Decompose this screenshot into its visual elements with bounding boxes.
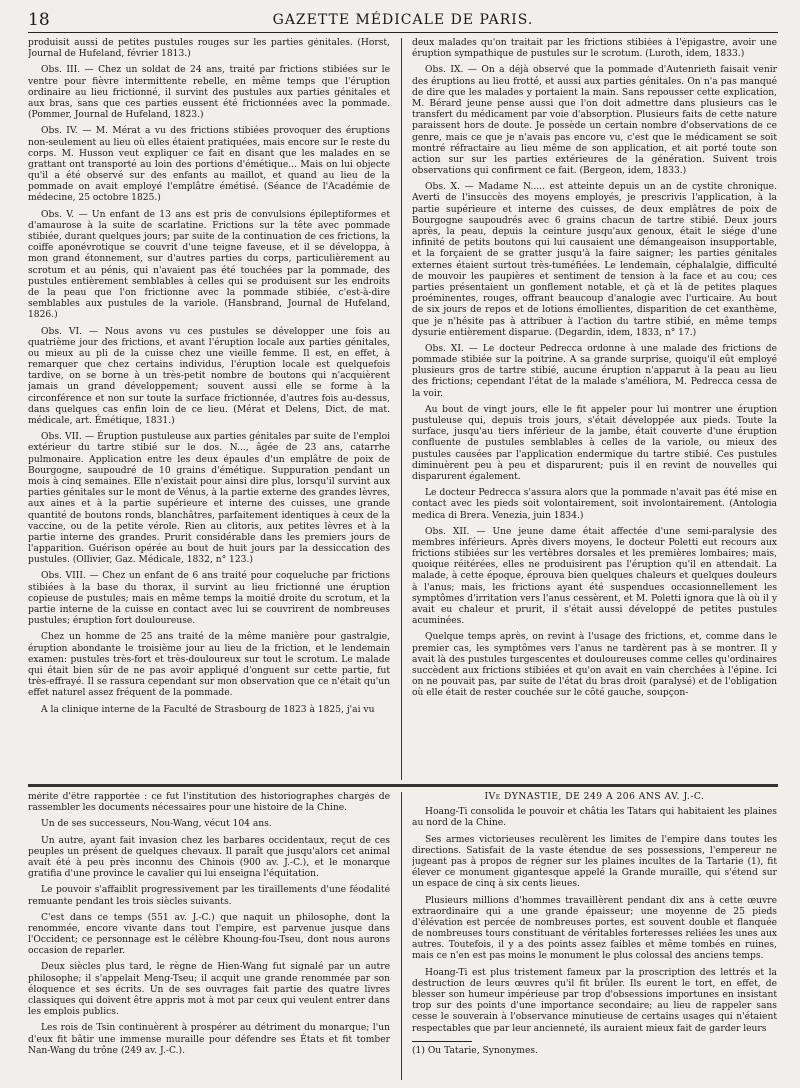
paragraph: mérite d'être rapportée : ce fut l'institution des historiographes chargés de rassembler les documents nécessaires pour une histoire de la Chine.: [28, 792, 390, 814]
feuilleton-right-column: [412, 792, 777, 1080]
paragraph: Obs. IV. — M. Mérat a vu des frictions stibiées provoquer des éruptions non-seulement au lieu où elles étaient pratiquées, mais encore sur le reste du corps. M. Husson veut expliquer ce fait en disant que les malades en se grattant ont transporté au loin des portions d'émétique... Mais on lui objecte qu'il a été observé sur des enfants au maillot, et quand au lieu de la pommade on avait employé l'emplâtre émétisé. (Séance de l'Académie de médecine, 25 octobre 1825.): [28, 126, 390, 204]
paragraph: Quelque temps après, on revint à l'usage des frictions, et, comme dans le premier cas, les symptômes vers l'anus ne tardèrent pas à se montrer. Il y avait là des pustules turgescentes et douloureuses comme celles qu'ordinaires succèdent aux frictions stibiées et qu'on avait en vain cherchées à l'épine. Ici on ne pouvait pas, par suite de l'état du bras droit (paralysé) et de l'obligation où elle était de rester couchée sur le côté gauche, soupçon-: [412, 632, 777, 699]
paragraph: Le docteur Pedrecca s'assura alors que la pommade n'avait pas été mise en contact avec les pieds soit volontairement, soit involontairement. (Antologia medica di Brera. Venezia, juin 1834.): [412, 488, 777, 521]
column-divider: [401, 38, 402, 780]
paragraph: Ses armes victorieuses reculèrent les limites de l'empire dans toutes les directions. Satisfait de la vaste étendue de ses possessions, l'empereur ne jugeant pas à propos de régner sur les plaines incultes de la Tartarie (1), fit élever ce monument gigantesque appelé la Grande muraille, qui s'étend sur un espace de cinq à six cents lieues.: [412, 834, 777, 890]
paragraph: C'est dans ce temps (551 av. J.-C.) que naquit un philosophe, dont la renommée, encore vivante dans tout l'empire, est parvenue jusque dans l'Occident; ce personnage est le célèbre Khoung-fou-Tseu, dont nous aurons occasion de reparler.: [28, 912, 390, 957]
paragraph: Un autre, ayant fait invasion chez les barbares occidentaux, reçut de ces peuples un présent de quelques chevaux. Il paraît que jusqu'alors cet animal avait été à peu près inconnu des Chinois (900 av. J.-C.), et le monarque gratifia d'une province le cavalier qui lui enseigna l'équitation.: [28, 835, 390, 880]
paragraph: produisit aussi de petites pustules rouges sur les parties génitales. (Horst, Journal de Hufeland, février 1813.): [28, 38, 390, 60]
paragraph: Obs. VI. — Nous avons vu ces pustules se développer une fois au quatrième jour des frictions, et avant l'éruption locale aux parties génitales, ou mieux au pli de la cuisse chez une vieille femme. Il est, en effet, à remarquer que chez certains individus, l'éruption locale est quelquefois tardive, on se borne à un très-petit nombre de boutons qui n'acquièrent jamais un grand développement; souvent aussi elle se forme à la circonférence et non sur toute la surface frictionnée, d'autres fois au-dessus, dans quelques cas enfin loin de ce lieu. (Mérat et Delens, Dict. de mat. médicale, art. Émétique, 1831.): [28, 326, 390, 426]
page-number: 18: [28, 10, 50, 30]
paragraph: Hoang-Ti consolida le pouvoir et châtia les Tatars qui habitaient les plaines au nord de la Chine.: [412, 807, 777, 829]
running-title: GAZETTE MÉDICALE DE PARIS.: [272, 12, 534, 28]
paragraph: Obs. X. — Madame N..... est atteinte depuis un an de cystite chronique. Averti de l'insuccès des moyens employés, je prescrivis l'application, à la partie supérieure et interne des cuisses, de deux emplâtres de poix de Bourgogne saupoudrés avec 6 grains chacun de tartre stibié. Deux jours après, la peau, depuis la ceinture jusqu'aux genoux, était le siége d'une infinité de petits boutons qui lui causaient une démangeaison insupportable, et la forçaient de se gratter jusqu'à la faire saigner; les parties génitales externes étaient surtout très-tuméfiées. Le lendemain, céphalalgie, difficulté de mouvoir les paupières et sentiment de tension à la face et au cou; ces parties présentaient un gonflement notable, et çà et là de petites plaques proéminentes, rouges, offrant beaucoup d'analogie avec l'urticaire. Au bout de six jours de repos et de lotions émollientes, disparition de cet exanthème, que je n'hésite pas à attribuer à l'action du tartre stibié, en même temps dysurie entièrement disparue. (Degardin, idem, 1833, n° 17.): [412, 182, 777, 338]
feuilleton-left-column: [28, 792, 390, 1080]
paragraph: Obs. IX. — On a déjà observé que la pommade d'Autenrieth faisait venir des éruptions au lieu frotté, et aussi aux parties génitales. On n'a pas manqué de dire que les malades y portaient la main. Sans repousser cette explication, M. Bérard jeune pense aussi que l'on doit admettre dans plusieurs cas le transfert du médicament par voie d'absorption. Plusieurs faits de cette nature paraissent hors de doute. Je possède un certain nombre d'observations de ce genre, mais ce que je n'avais pas encore vu, c'est que le médicament se soit montré réfractaire au lieu même de son application, et ait porté toute son action sur sur les parties extérieures de la génération. Suivent trois observations qui confirment ce fait. (Bergeon, idem, 1833.): [412, 65, 777, 177]
paragraph: Au bout de vingt jours, elle le fit appeler pour lui montrer une éruption pustuleuse qui, depuis trois jours, s'était développée aux pieds. Toute la surface, jusqu'au tiers inférieur de la jambe, était couverte d'une éruption confluente de pustules semblables à celles de la variole, ou mieux des pustules causées par l'application endermique du tartre stibié. Ces pustules diminuèrent peu à peu et disparurent; puis il en revint de nouvelles qui disparurent également.: [412, 404, 777, 482]
paragraph: Obs. VII. — Éruption pustuleuse aux parties génitales par suite de l'emploi extérieur du tartre stibié sur le dos. N..., âgée de 23 ans, catarrhe pulmonaire. Application entre les deux épaules d'un emplâtre de poix de Bourgogne, saupoudré de 10 grains d'émétique. Suppuration pendant un mois à cinq semaines. Elle n'existait pour ainsi dire plus, lorsqu'il survint aux parties génitales sur le mont de Vénus, à la partie externe des grandes lèvres, aux aines et à la partie supérieure et interne des cuisses, une grande quantité de boutons ronds, blanchâtres, parfaitement identiques à ceux de la vaccine, ou de la petite vérole. Rien au clitoris, aux petites lèvres et à la partie interne des grandes. Prurit considérable dans les premiers jours de l'apparition. Guérison opérée au bout de huit jours par la dessiccation des pustules. (Ollivier, Gaz. Médicale, 1832, n° 123.): [28, 432, 390, 566]
dynasty-title: IVe DYNASTIE, DE 249 À 206 ANS AV. J.-C.: [484, 792, 705, 802]
paragraph: Chez un homme de 25 ans traité de la même manière pour gastralgie, éruption abondante le troisième jour au lieu de la friction, et le lendemain examen: pustules très-fort et très-douloureux sur tout le scrotum. Le malade qui était bien sûr de ne pas avoir appliqué d'onguent sur cette partie, fut très-effrayé. Il se rassura cependant sur mon observation que ce n'était qu'un effet naturel assez fréquent de la pommade.: [28, 632, 390, 699]
paragraph: Deux siècles plus tard, le règne de Hien-Wang fut signalé par un autre philosophe; il s'appelait Meng-Tseu; il acquit une grande renommée par son éloquence et ses écrits. Un de ses ouvrages fait partie des quatre livres classiques qui doivent être appris mot à mot par ceux qui veulent entrer dans les emplois publics.: [28, 962, 390, 1018]
paragraph: A la clinique interne de la Faculté de Strasbourg de 1823 à 1825, j'ai vu: [41, 704, 375, 715]
footnote-rule: [412, 1041, 472, 1042]
feuilleton-rule: [28, 784, 778, 787]
paragraph: Obs. V. — Un enfant de 13 ans est pris de convulsions épileptiformes et d'amaurose à la suite de scarlatine. Frictions sur la tête avec pommade stibiée, durant quelques jours; par suite de la continuation de ces frictions, la coiffe aponévrotique se couvrit d'une teigne faveuse, et il se développa, à mon grand étonnement, sur d'autres parties du corps, particulièrement au scrotum et au pénis, qui n'avaient pas été touchées par la pommade, des pustules entièrement semblables à celles qui se produisent sur les endroits de la peau que l'on frictionne avec la pommade stibiée, c'est-à-dire semblables aux pustules de la variole. (Hansbrand, Journal de Hufeland, 1826.): [28, 209, 390, 321]
paragraph: Obs. XI. — Le docteur Pedrecca ordonne à une malade des frictions de pommade stibiée sur la poitrine. A sa grande surprise, quoiqu'il eût employé plusieurs gros de tartre stibié, aucune éruption n'apparut à la peau au lieu des frictions; cependant l'état de la malade s'améliora, M. Pedrecca cessa de la voir.: [412, 343, 777, 399]
paragraph: Obs. XII. — Une jeune dame était affectée d'une semi-paralysie des membres inférieurs. Après divers moyens, le docteur Poletti eut recours aux frictions stibiées sur les vertèbres dorsales et les premières lombaires; mais, quoique réitérées, elles ne produisirent pas l'éruption qu'il en attendait. La malade, à cette époque, éprouva bien quelques chaleurs et quelques douleurs à l'anus; mais, les frictions ayant été suspendues occasionnellement les symptômes d'irritation vers l'anus cessèrent, et M. Poletti ignora que là où il y avait eu chaleur et prurit, il s'était aussi développé de petites pustules acuminées.: [412, 526, 777, 627]
paragraph: Obs. VIII. — Chez un enfant de 6 ans traité pour coqueluche par frictions stibiées à la base du thorax, il survint au lieu frictionné une éruption copieuse de pustules; mais en même temps la moitié droite du scrotum, et la partie interne de la cuisse en contact avec lui se couvrirent de nombreuses pustules; éruption fort douloureuse.: [28, 571, 390, 627]
paragraph: Un de ses successeurs, Nou-Wang, vécut 104 ans.: [41, 819, 272, 830]
feuilleton-divider: [401, 792, 402, 1080]
footnote: (1) Ou Tatarie, Synonymes.: [412, 1045, 538, 1056]
paragraph: Hoang-Ti est plus tristement fameux par la proscription des lettrés et la destruction de leurs œuvres qu'il fit brûler. Ils eurent le tort, en effet, de blesser son humeur impérieuse par trop d'obsessions importunes en insistant trop sur des points d'une importance secondaire; au lieu de rappeler sans cesse le souverain à l'observance minutieuse de certains usages qui n'étaient respectables que par leur ancienneté, ils auraient mieux fait de garder leurs: [412, 967, 777, 1034]
paragraph: Obs. III. — Chez un soldat de 24 ans, traité par frictions stibiées sur le ventre pour fièvre intermittente rebelle, en même temps que l'éruption ordinaire au lieu frictionné, il survint des pustules aux parties génitales et aux bras, sans que ces parties eussent été frictionnées avec la pommade. (Pommer, Journal de Hufeland, 1823.): [28, 65, 390, 121]
page-header: [28, 10, 778, 33]
right-column: [412, 38, 777, 780]
left-column: [28, 38, 390, 780]
paragraph: Plusieurs millions d'hommes travaillèrent pendant dix ans à cette œuvre extraordinaire qui a une grande épaisseur; une moyenne de 25 pieds d'élévation est percée de nombreuses portes, est souvent double et flanquée de nombreuses tours constituant de véritables forteresses reliées les unes aux autres. Toutefois, il y a des points assez faibles et même tombés en ruines, mais ce n'en est pas moins le monument le plus colossal des anciens temps.: [412, 895, 777, 962]
paragraph: Le pouvoir s'affaiblit progressivement par les tiraillements d'une féodalité remuante pendant les trois siècles suivants.: [28, 885, 390, 907]
paragraph: Les rois de Tsin continuèrent à prospérer au détriment du monarque; l'un d'eux fit bâtir une immense muraille pour défendre ses États et fit tomber Nan-Wang du trône (249 av. J.-C.).: [28, 1023, 390, 1056]
paragraph: deux malades qu'on traitait par les frictions stibiées à l'épigastre, avoir une éruption sympathique de pustules sur le scrotum. (Luroth, idem, 1833.): [412, 38, 777, 60]
